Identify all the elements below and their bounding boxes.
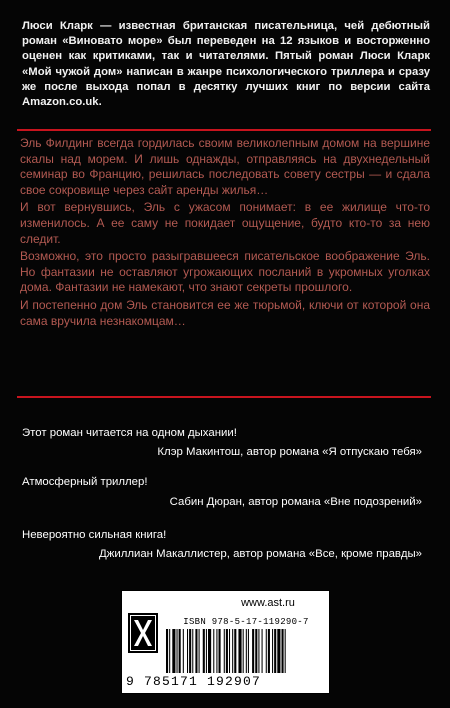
ean-number: 9 785171 192907 (126, 674, 262, 689)
barcode-bar (243, 629, 244, 673)
barcode-bar (177, 629, 178, 673)
barcode-bar (203, 629, 205, 673)
isbn-number: ISBN 978-5-17-119290-7 (183, 617, 309, 627)
barcode-bar (229, 629, 230, 673)
review-attribution: Клэр Макинтош, автор романа «Я отпускаю тебя» (157, 446, 422, 458)
barcode-bar (226, 629, 228, 673)
barcode-bar (172, 629, 175, 673)
barcode-bar (199, 629, 200, 673)
barcode-bar (183, 629, 184, 673)
barcode-bar (252, 629, 254, 673)
barcode-bar (189, 629, 191, 673)
review-quote: Атмосферный триллер! (22, 476, 148, 488)
barcode-bar (282, 629, 284, 673)
barcode-bar (255, 629, 257, 673)
barcode-bar (266, 629, 267, 673)
barcode-bar (262, 629, 263, 673)
description-paragraph: Возможно, это просто разыгравшееся писательское воображение Эль. Но фантазии не оставляют угрожающих посланий в укромных уголках дома. Фантазии не намекают, что знают секреты прошлого. (20, 249, 430, 295)
barcode-panel (121, 590, 330, 694)
barcode-bar (248, 629, 249, 673)
barcode-bar (232, 629, 233, 673)
author-bio: Люси Кларк — известная британская писательница, чей дебютный роман «Виновато море» был переведен на 12 языков и восторженно оценен как критиками, так и читателями. Пятый роман Люси Кларк «Мой чужой дом» написан в жанре психологического триллера и сразу же после выхода попал в десятку лучших книг по версии сайта Amazon.co.uk. (22, 20, 430, 109)
review-quote: Этот роман читается на одном дыхании! (22, 427, 237, 439)
review-attribution: Сабин Дюран, автор романа «Вне подозрений» (169, 496, 422, 508)
publisher-website: www.ast.ru (241, 597, 295, 609)
barcode-bar (195, 629, 197, 673)
barcode-bar (234, 629, 236, 673)
barcode-bar (224, 629, 225, 673)
barcode-bar (169, 629, 170, 673)
barcode-bar (268, 629, 270, 673)
barcode-bar (213, 629, 214, 673)
barcode-bar (238, 629, 241, 673)
barcode-bars (166, 629, 324, 673)
review-quote: Невероятно сильная книга! (22, 529, 167, 541)
red-divider-bottom (17, 396, 431, 398)
barcode-bar (274, 629, 276, 673)
description-paragraph: И вот вернувшись, Эль с ужасом понимает: в ее жилище что-то изменилось. А ее саму не покидает ощущение, будто кто-то за нею следит. (20, 200, 430, 246)
barcode-bar (208, 629, 211, 673)
publisher-logo-icon (128, 613, 158, 653)
barcode-bar (179, 629, 181, 673)
barcode-bar (216, 629, 217, 673)
red-divider-top (17, 129, 431, 131)
barcode-bar (187, 629, 188, 673)
barcode-bar (166, 629, 168, 673)
review-attribution: Джиллиан Макаллистер, автор романа «Все, кроме правды» (99, 548, 422, 560)
barcode-bar (192, 629, 193, 673)
description-paragraph: И постепенно дом Эль становится ее же тюрьмой, ключи от которой она сама вручила незнакомцам… (20, 297, 430, 328)
barcode-bar (246, 629, 247, 673)
description-paragraph: Эль Филдинг всегда гордилась своим великолепным домом на вершине скалы над морем. И лишь однажды, отправляясь на двухнедельный семинар во Францию, решилась последовать совету сестры — и сдала свое сокровище через сайт аренды жилья… (20, 136, 430, 197)
barcode-bar (285, 629, 286, 673)
book-description (20, 136, 430, 331)
barcode-bar (272, 629, 273, 673)
barcode-bar (219, 629, 221, 673)
barcode-bar (206, 629, 207, 673)
barcode-bar (258, 629, 259, 673)
barcode-bar (277, 629, 280, 673)
